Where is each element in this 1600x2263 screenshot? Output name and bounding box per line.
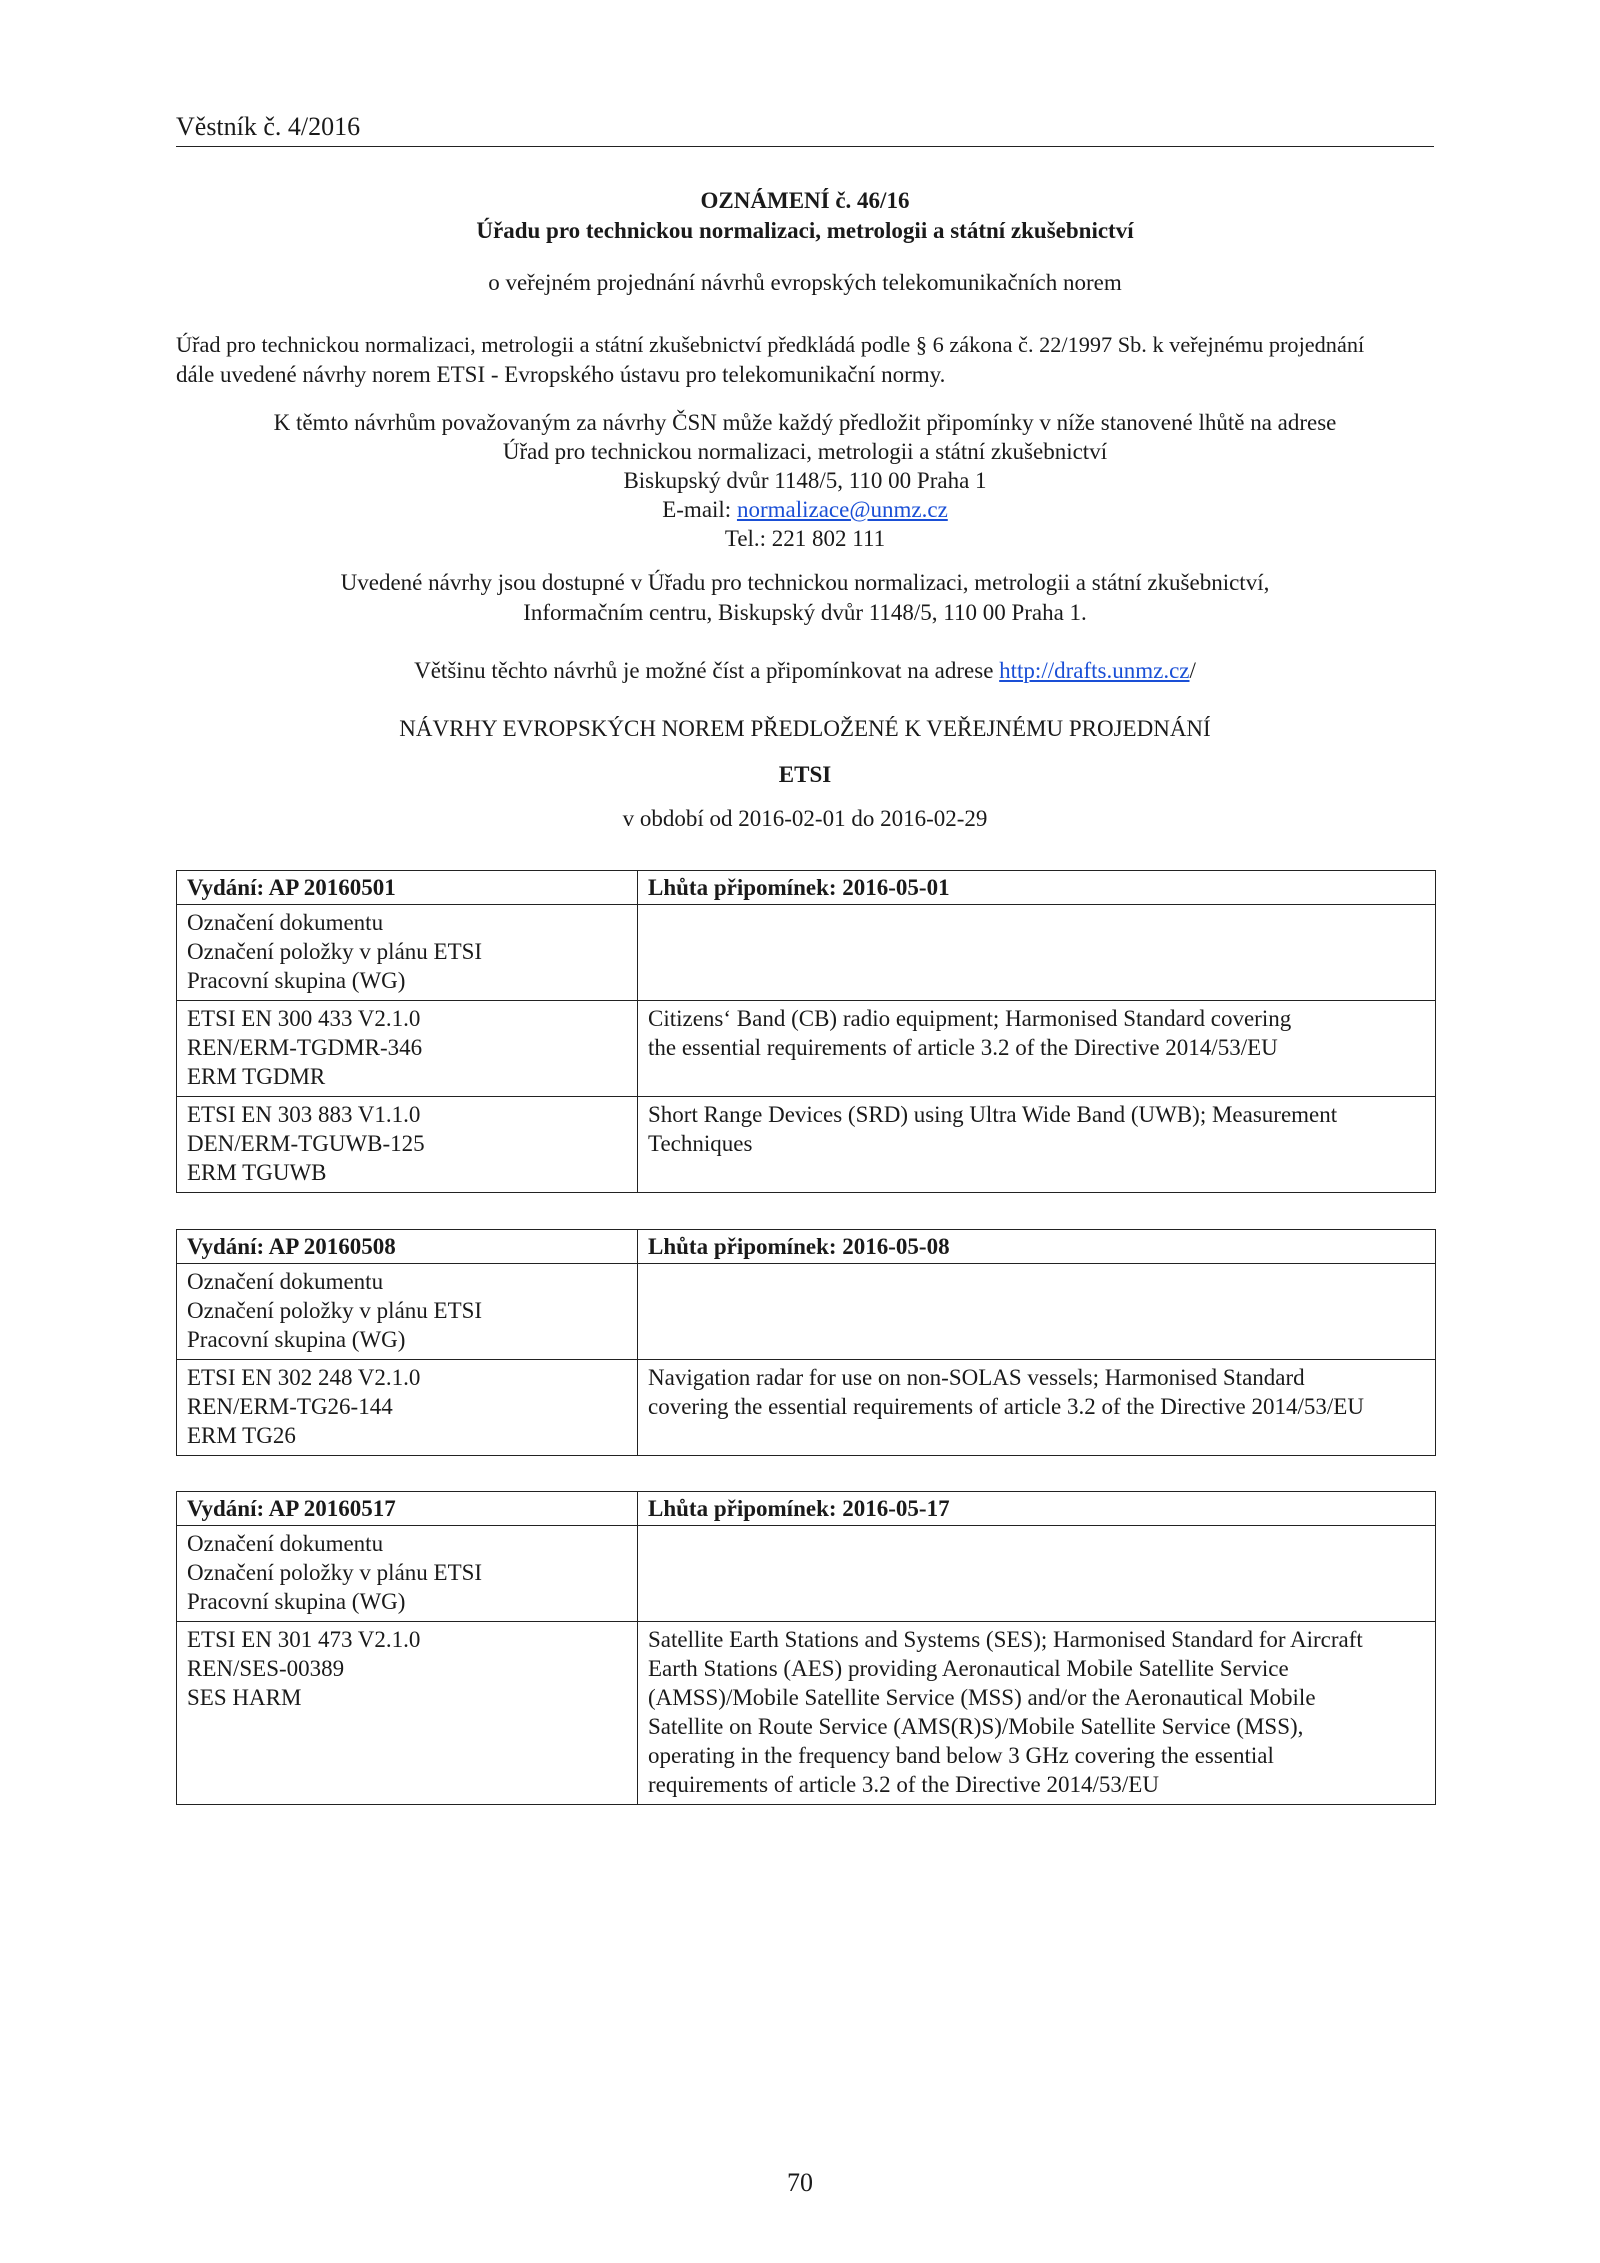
edition-table	[176, 870, 1436, 1193]
label-document: Označení dokumentu	[187, 1531, 384, 1556]
table-row	[177, 1622, 1436, 1805]
table-row	[177, 1360, 1436, 1456]
address-org: Úřad pro technickou normalizaci, metrologii a státní zkušebnictví	[502, 439, 1108, 464]
edition-table	[176, 1229, 1436, 1456]
description-cell	[638, 1360, 1436, 1456]
description-cell	[638, 1097, 1436, 1193]
labels-cell	[177, 1264, 638, 1360]
table-header-row	[177, 1492, 1436, 1526]
plan-item-id: REN/ERM-TG26-144	[187, 1394, 393, 1419]
table-header-row	[177, 871, 1436, 905]
edition-cell: Vydání: AP 20160517	[177, 1492, 638, 1526]
description-cell	[638, 1622, 1436, 1805]
document-id: ETSI EN 302 248 V2.1.0	[187, 1365, 421, 1390]
table-labels-row	[177, 1264, 1436, 1360]
email-label: E-mail:	[662, 497, 737, 522]
plan-item-id: REN/SES-00389	[187, 1656, 345, 1681]
drafts-line	[176, 656, 1434, 686]
edition-table	[176, 1491, 1436, 1805]
identifiers-cell	[177, 1001, 638, 1097]
email-line	[176, 495, 1434, 524]
description-line: Citizens‘ Band (CB) radio equipment; Harmonised Standard covering	[648, 1006, 1292, 1031]
identifiers-cell	[177, 1622, 638, 1805]
description-cell	[638, 1001, 1436, 1097]
intro-line-1: Úřad pro technickou normalizaci, metrologii a státní zkušebnictví předkládá podle § 6 zákona č. 22/1997 Sb. k veřejnému projednání	[176, 332, 1365, 357]
table-row	[177, 1097, 1436, 1193]
description-line: Techniques	[648, 1131, 753, 1156]
notice-issuer: Úřadu pro technickou normalizaci, metrologii a státní zkušebnictví	[476, 218, 1134, 243]
intro-paragraph	[176, 330, 1434, 390]
working-group: ERM TGDMR	[187, 1064, 326, 1089]
identifiers-cell	[177, 1097, 638, 1193]
description-line: Navigation radar for use on non-SOLAS vessels; Harmonised Standard	[648, 1365, 1305, 1390]
phone-line: Tel.: 221 802 111	[724, 526, 886, 551]
edition-cell: Vydání: AP 20160508	[177, 1230, 638, 1264]
deadline-cell: Lhůta připomínek: 2016-05-08	[638, 1230, 1436, 1264]
drafts-text: Většinu těchto návrhů je možné číst a připomínkovat na adrese	[414, 658, 1000, 683]
document-id: ETSI EN 303 883 V1.1.0	[187, 1102, 421, 1127]
description-line: Earth Stations (AES) providing Aeronautical Mobile Satellite Service	[648, 1656, 1289, 1681]
period-line: v období od 2016-02-01 do 2016-02-29	[622, 806, 988, 831]
working-group: SES HARM	[187, 1685, 302, 1710]
description-line: covering the essential requirements of article 3.2 of the Directive 2014/53/EU	[648, 1394, 1364, 1419]
table-labels-row	[177, 1526, 1436, 1622]
label-document: Označení dokumentu	[187, 910, 384, 935]
drafts-suffix: /	[1189, 658, 1196, 683]
availability-paragraph	[176, 568, 1434, 628]
page-number: 70	[787, 2168, 813, 2197]
availability-line-2: Informačním centru, Biskupský dvůr 1148/5, 110 00 Praha 1.	[523, 600, 1087, 625]
labels-cell	[177, 1526, 638, 1622]
description-line: requirements of article 3.2 of the Directive 2014/53/EU	[648, 1772, 1159, 1797]
edition-cell: Vydání: AP 20160501	[177, 871, 638, 905]
label-plan-item: Označení položky v plánu ETSI	[187, 939, 483, 964]
document-id: ETSI EN 301 473 V2.1.0	[187, 1627, 421, 1652]
deadline-cell: Lhůta připomínek: 2016-05-17	[638, 1492, 1436, 1526]
availability-line-1: Uvedené návrhy jsou dostupné v Úřadu pro technickou normalizaci, metrologii a státní zkušebnictví,	[340, 570, 1270, 595]
empty-cell	[638, 1526, 1436, 1622]
description-line: the essential requirements of article 3.2 of the Directive 2014/53/EU	[648, 1035, 1278, 1060]
plan-item-id: DEN/ERM-TGUWB-125	[187, 1131, 425, 1156]
working-group: ERM TG26	[187, 1423, 296, 1448]
description-line: operating in the frequency band below 3 GHz covering the essential	[648, 1743, 1274, 1768]
notice-heading	[176, 186, 1434, 246]
table-labels-row	[177, 905, 1436, 1001]
description-line: (AMSS)/Mobile Satellite Service (MSS) and/or the Aeronautical Mobile	[648, 1685, 1316, 1710]
table-row	[177, 1001, 1436, 1097]
description-line: Satellite on Route Service (AMS(R)S)/Mobile Satellite Service (MSS),	[648, 1714, 1304, 1739]
label-working-group: Pracovní skupina (WG)	[187, 968, 406, 993]
label-document: Označení dokumentu	[187, 1269, 384, 1294]
document-id: ETSI EN 300 433 V2.1.0	[187, 1006, 421, 1031]
working-group: ERM TGUWB	[187, 1160, 327, 1185]
address-street: Biskupský dvůr 1148/5, 110 00 Praha 1	[623, 468, 987, 493]
journal-title: Věstník č. 4/2016	[176, 112, 361, 141]
contact-block	[176, 408, 1434, 553]
label-plan-item: Označení položky v plánu ETSI	[187, 1298, 483, 1323]
notice-title: OZNÁMENÍ č. 46/16	[700, 188, 910, 213]
page-header	[176, 112, 1434, 147]
plan-item-id: REN/ERM-TGDMR-346	[187, 1035, 423, 1060]
empty-cell	[638, 1264, 1436, 1360]
organization-name: ETSI	[778, 762, 832, 787]
labels-cell	[177, 905, 638, 1001]
email-link[interactable]: normalizace@unmz.cz	[736, 497, 948, 522]
description-line: Short Range Devices (SRD) using Ultra Wide Band (UWB); Measurement	[648, 1102, 1338, 1127]
drafts-link[interactable]: http://drafts.unmz.cz	[999, 658, 1190, 683]
label-working-group: Pracovní skupina (WG)	[187, 1327, 406, 1352]
notice-subject: o veřejném projednání návrhů evropských telekomunikačních norem	[488, 270, 1122, 295]
table-header-row	[177, 1230, 1436, 1264]
identifiers-cell	[177, 1360, 638, 1456]
comments-line: K těmto návrhům považovaným za návrhy ČSN může každý předložit připomínky v níže stanovené lhůtě na adrese	[273, 410, 1337, 435]
intro-line-2: dále uvedené návrhy norem ETSI - Evropského ústavu pro telekomunikační normy.	[176, 362, 946, 387]
deadline-cell: Lhůta připomínek: 2016-05-01	[638, 871, 1436, 905]
section-title: NÁVRHY EVROPSKÝCH NOREM PŘEDLOŽENÉ K VEŘEJNÉMU PROJEDNÁNÍ	[399, 716, 1211, 741]
label-working-group: Pracovní skupina (WG)	[187, 1589, 406, 1614]
empty-cell	[638, 905, 1436, 1001]
description-line: Satellite Earth Stations and Systems (SES); Harmonised Standard for Aircraft	[648, 1627, 1363, 1652]
label-plan-item: Označení položky v plánu ETSI	[187, 1560, 483, 1585]
